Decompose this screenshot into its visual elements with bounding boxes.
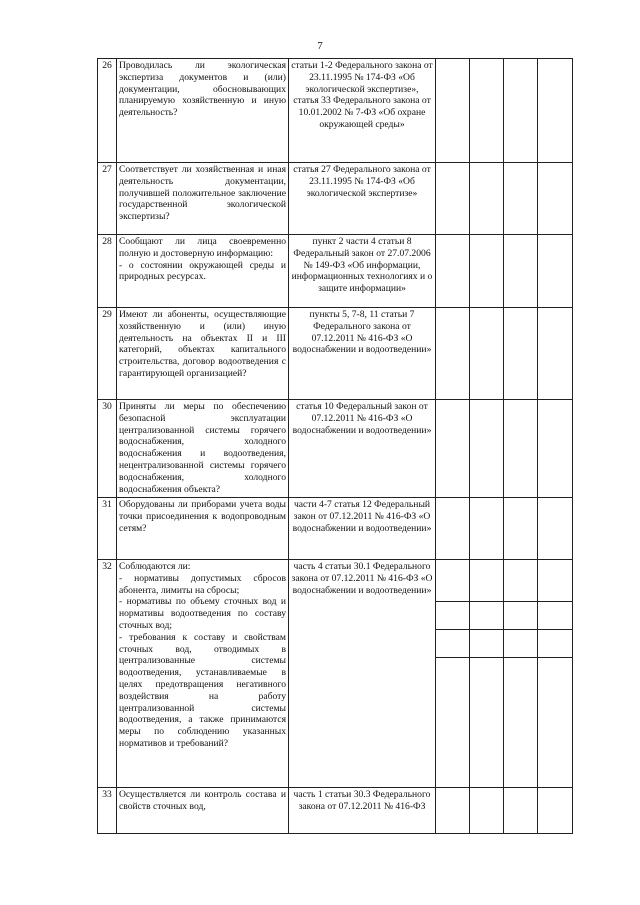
comment-cell[interactable] xyxy=(538,658,573,788)
question-cell: Оборудованы ли приборами учета воды точки присоединения к водопроводным сетям? xyxy=(117,498,289,560)
question-cell: Соответствует ли хозяйственная и иная деятельность документации, получившей положительное заключение государственной экологической экспертизы? xyxy=(117,163,289,235)
answer-cell[interactable] xyxy=(470,163,504,235)
answer-cell[interactable] xyxy=(504,788,538,834)
table-row xyxy=(98,788,573,834)
question-cell: Осуществляется ли контроль состава и свойств сточных вод, xyxy=(117,788,289,834)
legal-basis-cell: пункт 2 части 4 статьи 8 Федеральный закон от 27.07.2006 № 149-ФЗ «Об информации, информационных технологиях и о защите информации» xyxy=(289,235,436,308)
comment-cell[interactable] xyxy=(538,630,573,658)
comment-cell[interactable] xyxy=(538,788,573,834)
question-cell: Приняты ли меры по обеспечению безопасной эксплуатации централизованной системы горячего водоснабжения, холодного водоснабжения и водоотведения, нецентрализованной системы горячего водоснабжения, холодного водоснабжения объекта? xyxy=(117,400,289,498)
comment-cell[interactable] xyxy=(538,602,573,630)
answer-cell[interactable] xyxy=(436,235,470,308)
answer-cell[interactable] xyxy=(470,308,504,400)
answer-cell[interactable] xyxy=(504,630,538,658)
answer-cell[interactable] xyxy=(504,498,538,560)
answer-cell[interactable] xyxy=(470,560,504,602)
answer-cell[interactable] xyxy=(504,560,538,602)
checklist-table xyxy=(97,58,573,834)
answer-cell[interactable] xyxy=(504,163,538,235)
legal-basis-cell: часть 1 статьи 30.3 Федерального закона от 07.12.2011 № 416-ФЗ xyxy=(289,788,436,834)
answer-cell[interactable] xyxy=(504,400,538,498)
row-number: 30 xyxy=(98,400,117,498)
row-number: 29 xyxy=(98,308,117,400)
legal-basis-cell: пункты 5, 7-8, 11 статьи 7 Федерального закона от 07.12.2011 № 416-ФЗ «О водоснабжении и водоотведении» xyxy=(289,308,436,400)
row-number: 32 xyxy=(98,560,117,788)
row-number: 28 xyxy=(98,235,117,308)
table-row xyxy=(98,400,573,498)
answer-cell[interactable] xyxy=(470,400,504,498)
answer-cell[interactable] xyxy=(504,235,538,308)
answer-cell[interactable] xyxy=(470,235,504,308)
answer-cell[interactable] xyxy=(470,630,504,658)
answer-cell[interactable] xyxy=(470,498,504,560)
comment-cell[interactable] xyxy=(538,59,573,163)
answer-cell[interactable] xyxy=(436,602,470,630)
legal-basis-cell: статья 27 Федерального закона от 23.11.1995 № 174-ФЗ «Об экологической экспертизе» xyxy=(289,163,436,235)
answer-cell[interactable] xyxy=(470,602,504,630)
answer-cell[interactable] xyxy=(436,658,470,788)
page-number: 7 xyxy=(317,40,323,52)
table-row xyxy=(98,308,573,400)
question-cell: Имеют ли абоненты, осуществляющие хозяйственную и (или) иную деятельность на объектах II и III категорий, объектах капитального строительства, договор водоотведения с гарантирующей организацией? xyxy=(117,308,289,400)
answer-cell[interactable] xyxy=(504,602,538,630)
answer-cell[interactable] xyxy=(436,498,470,560)
row-number: 27 xyxy=(98,163,117,235)
comment-cell[interactable] xyxy=(538,308,573,400)
legal-basis-cell: статья 10 Федеральный закон от 07.12.2011 № 416-ФЗ «О водоснабжении и водоотведении» xyxy=(289,400,436,498)
answer-cell[interactable] xyxy=(504,308,538,400)
legal-basis-cell: часть 4 статьи 30.1 Федерального закона от 07.12.2011 № 416-ФЗ «О водоснабжении и водоотведении» xyxy=(289,560,436,788)
comment-cell[interactable] xyxy=(538,498,573,560)
answer-cell[interactable] xyxy=(436,788,470,834)
table-row xyxy=(98,498,573,560)
question-cell: Сообщают ли лица своевременно полную и достоверную информацию: - о состоянии окружающей среды и природных ресурсах. xyxy=(117,235,289,308)
legal-basis-cell: части 4-7 статья 12 Федеральный закон от 07.12.2011 № 416-ФЗ «О водоснабжении и водоотведении» xyxy=(289,498,436,560)
table-row xyxy=(98,163,573,235)
legal-basis-cell: статьи 1-2 Федерального закона от 23.11.1995 № 174-ФЗ «Об экологической экспертизе», статья 33 Федерального закона от 10.01.2002 № 7-ФЗ «Об охране окружающей среды» xyxy=(289,59,436,163)
answer-cell[interactable] xyxy=(470,788,504,834)
answer-cell[interactable] xyxy=(436,630,470,658)
table-row xyxy=(98,235,573,308)
comment-cell[interactable] xyxy=(538,400,573,498)
answer-cell[interactable] xyxy=(436,59,470,163)
answer-cell[interactable] xyxy=(504,658,538,788)
comment-cell[interactable] xyxy=(538,163,573,235)
question-cell: Проводилась ли экологическая экспертиза документов и (или) документации, обосновывающих планируемую хозяйственную и иную деятельность? xyxy=(117,59,289,163)
question-cell: Соблюдаются ли: - нормативы допустимых сбросов абонента, лимиты на сбросы; - нормативы по объему сточных вод и нормативы водоотведения по составу сточных вод; - требования к составу и свойствам сточных вод, отводимых в централизованные системы водоотведения, устанавливаемые в целях предотвращения негативного воздействия на работу централизованной системы водоотведения, а также принимаются меры по соблюдению указанных нормативов и требований? xyxy=(117,560,289,788)
answer-cell[interactable] xyxy=(436,400,470,498)
row-number: 26 xyxy=(98,59,117,163)
answer-cell[interactable] xyxy=(436,560,470,602)
answer-cell[interactable] xyxy=(436,163,470,235)
answer-cell[interactable] xyxy=(470,59,504,163)
answer-cell[interactable] xyxy=(504,59,538,163)
answer-cell[interactable] xyxy=(436,308,470,400)
row-number: 33 xyxy=(98,788,117,834)
comment-cell[interactable] xyxy=(538,560,573,602)
table-row xyxy=(98,560,573,602)
table-row xyxy=(98,59,573,163)
row-number: 31 xyxy=(98,498,117,560)
answer-cell[interactable] xyxy=(470,658,504,788)
comment-cell[interactable] xyxy=(538,235,573,308)
